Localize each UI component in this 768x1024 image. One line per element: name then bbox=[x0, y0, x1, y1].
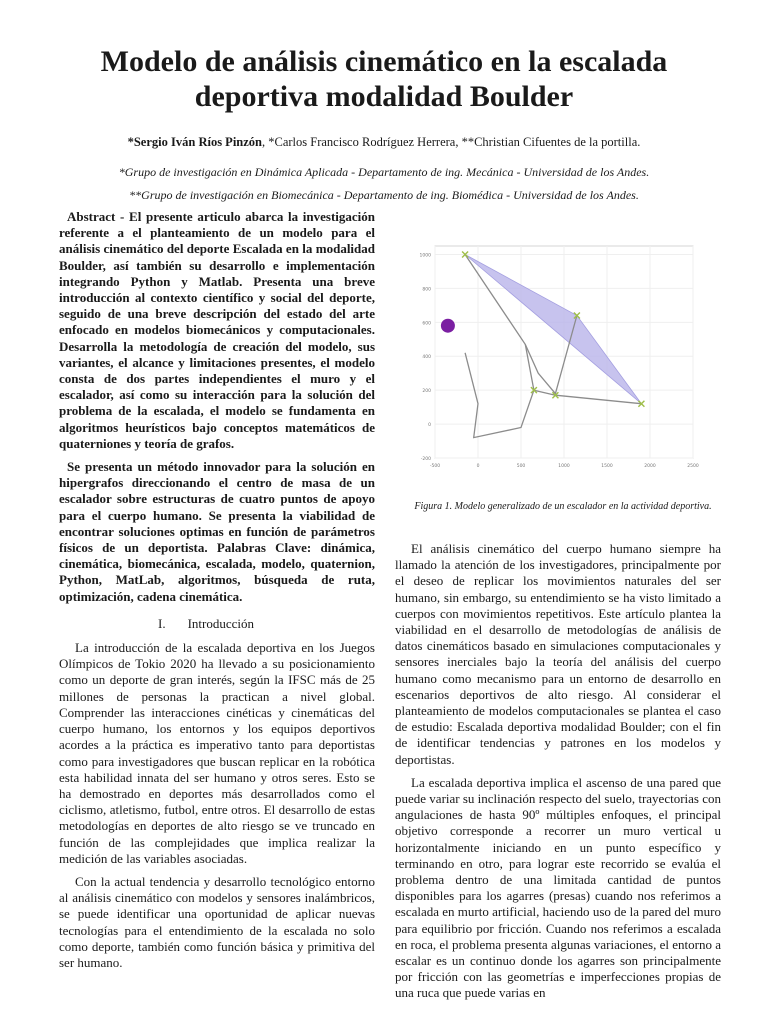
abstract bbox=[59, 209, 375, 605]
section-heading bbox=[59, 616, 375, 632]
section-number: I. bbox=[157, 615, 166, 631]
body-paragraph: La escalada deportiva implica el ascenso de una pared que puede variar su inclinación respecto del suelo, trayectorias con angulaciones de hasta 90º múltiples enfoques, el principal objetivo corresponde a recorrer un muro vertical u horizontalmente iniciando en un punto específico y terminando en otro, para lograr este recorrido se evalúa el problema dentro de una limitada cantidad de puntos disponibles para los agarres (presas) cuando nos referimos a escalada en murto artificial, haciendo uso de la pared del muro para equilibrio por fricción. Cuando nos referimos a escalada en roca, el problema presenta algunas variaciones, el entorno a escalar es un continuo donde los agarres son principalmente por fricción con las geometrías e imperfecciones propias de una ruca que puede varias en bbox=[395, 774, 721, 1001]
y-tick-label: 0 bbox=[428, 423, 431, 429]
x-tick-label: 0 bbox=[476, 464, 480, 469]
figure-1 bbox=[405, 240, 701, 472]
body-paragraph: La introducción de la escalada deportiva en los Juegos Olímpicos de Tokio 2020 ha llevado a su posicionamiento como un deporte de gran interés, según la IFSC más de 25 millones de personas la practican a nivel global. Comprender las interacciones cinéticas y cinemáticas del cuerpo humano, los entornos y los equipos deportivos acordes a la práctica es imperativo tanto para deportistas como para investigadores que buscan replicar en la robótica esta habilidad innata del ser humano y otros seres. Esto se ha demostrado en deportes más desarrollados como el ciclismo, atletismo, futbol, entre otros. El desarrollo de estas metodologías en deportes de alto riesgo se ve truncado en función de las complejidades que implica realizar la medición de las variables asociadas. bbox=[59, 640, 375, 866]
body-paragraph: El análisis cinemático del cuerpo humano siempre ha llamado la atención de los investigadores, principalmente por el deseo de replicar los movimientos naturales del ser humano, sin embargo, su entendimiento se ha visto limitado a cuerpos con movimientos repetitivos. Este artículo plantea la viabilidad en el desarrollo de metodologías de análisis de datos cinemáticos basado en simulaciones computacionales y sensores inerciales bajo la teoría del análisis del cuerpo humano como mecanismo para un entorno de desarrollo en escenarios deportivos de alto riesgo. Al considerar el planteamiento de modelos computacionales se plantea el caso de estudio: Escalada deportiva modalidad Boulder; con el fin de identificar tendencias y patrones en los modelos y deportistas. bbox=[395, 541, 721, 767]
y-tick-label: 800 bbox=[422, 287, 431, 293]
co-authors: , *Carlos Francisco Rodríguez Herrera, **Christian Cifuentes de la portilla. bbox=[262, 135, 641, 149]
section-title: Introducción bbox=[187, 615, 254, 631]
left-column bbox=[59, 209, 375, 978]
y-tick-label: 400 bbox=[422, 355, 431, 361]
author-list bbox=[30, 134, 738, 150]
abstract-paragraph: Abstract - El presente articulo abarca la investigación referente a el planteamiento de un modelo para el análisis cinemático del deporte Escalada en la modalidad Boulder, así también su desarrollo e implementación integrando Python y Matlab. Presenta una breve introducción al contexto científico y social del deporte, seguido de una breve descripción del estado del arte enfocado en modelos biomecánicos y computacionales. Desarrolla la metodología de creación del modelo, sus variantes, el alcance y limitaciones presentes, el modelo consta de dos partes independientes el muro y el escalador, así como su interacción para la solución del problema de la escalada, el modelo se fundamenta en algoritmos heurísticos bajo conceptos matemáticos de quaterniones y teoría de grafos. bbox=[59, 209, 375, 451]
y-tick-label: 600 bbox=[422, 321, 431, 327]
x-tick-label: 1500 bbox=[601, 464, 613, 469]
y-tick-label: -200 bbox=[420, 457, 431, 462]
x-tick-label: 2000 bbox=[644, 464, 656, 469]
paper-title: Modelo de análisis cinemático en la escalada deportiva modalidad Boulder bbox=[100, 45, 668, 113]
y-tick-label: 1000 bbox=[419, 253, 431, 259]
body-paragraph: Con la actual tendencia y desarrollo tecnológico entorno al análisis cinemático con modelos y sensores inalámbricos, se puede identificar una oportunidad de aplicar nuevas tecnologías para el entendimiento de la escalada no solo como deporte, también como función básica y primitiva del ser humano. bbox=[59, 873, 375, 970]
figure-caption: Figura 1. Modelo generalizado de un escalador en la actividad deportiva. bbox=[414, 501, 712, 512]
y-tick-label: 200 bbox=[422, 389, 431, 395]
x-tick-label: 2500 bbox=[687, 464, 699, 469]
x-tick-labels bbox=[430, 463, 699, 469]
affiliation-1: *Grupo de investigación en Dinámica Aplicada - Departamento de ing. Mecánica - Universidad de los Andes. bbox=[118, 165, 650, 179]
x-tick-label: 500 bbox=[516, 464, 526, 469]
center-of-mass-point bbox=[441, 319, 455, 333]
x-tick-label: 1000 bbox=[558, 464, 570, 469]
figure-plot bbox=[405, 240, 701, 472]
x-tick-label: -500 bbox=[429, 464, 441, 469]
affiliation-2: **Grupo de investigación en Biomecánica - Departamento de ing. Biomédica - Universidad de los Andes. bbox=[129, 188, 639, 202]
right-column bbox=[395, 541, 721, 1009]
lead-author: *Sergio Iván Ríos Pinzón bbox=[127, 135, 262, 149]
abstract-paragraph: Se presenta un método innovador para la solución en hipergrafos direccionando el centro de masa de un escalador sobre estructuras de cuatro puntos de apoyo para el cuerpo humano. Se presenta la viabilidad de encontrar soluciones optimas en función de parámetros físicos de un deportista. Palabras Clave: dinámica, cinemática, biomecánica, escalada, modelo, quaternion, Python, MatLab, algoritmos, búsqueda de ruta, optimización, cadena cinemática. bbox=[59, 459, 375, 604]
y-tick-labels bbox=[420, 252, 432, 462]
